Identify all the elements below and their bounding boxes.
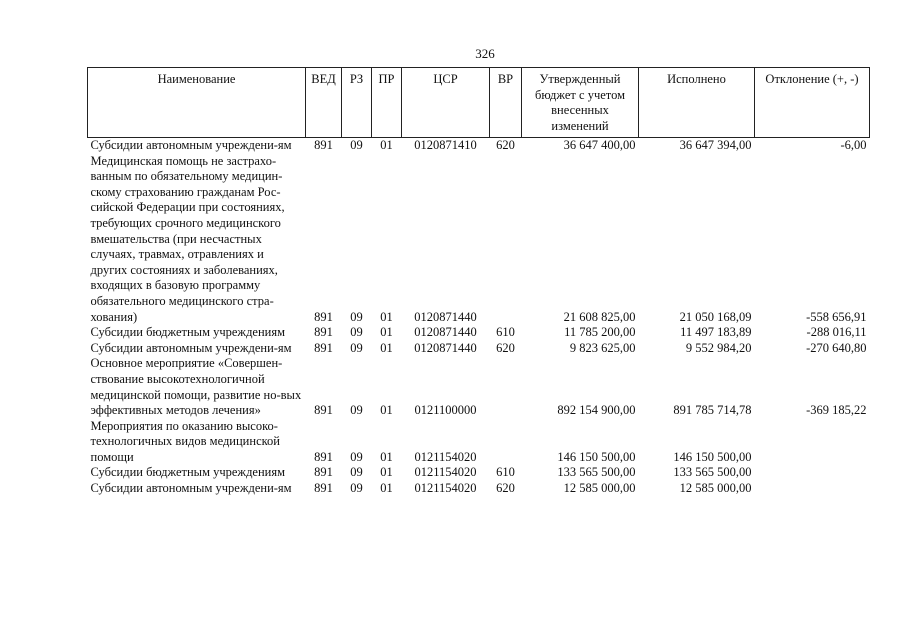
row-vr: 620 [496, 138, 515, 152]
row-vr: 620 [496, 340, 515, 355]
table-header-row [88, 68, 870, 138]
row-vr [490, 356, 522, 418]
row-vr: 620 [496, 481, 515, 496]
row-deviation: -369 185,22 [806, 403, 867, 418]
row-deviation: -6,00 [840, 138, 867, 152]
row-ved: 891 [314, 465, 333, 480]
row-pr: 01 [380, 465, 393, 480]
row-ved: 891 [314, 309, 333, 324]
row-approved: 9 823 625,00 [569, 340, 636, 355]
row-vr [490, 154, 522, 326]
page-number: 326 [475, 46, 495, 61]
table-row [88, 419, 870, 466]
row-csr: 0121154020 [414, 449, 477, 464]
row-executed: 146 150 500,00 [673, 449, 752, 464]
row-pr: 01 [380, 138, 393, 152]
row-vr: 610 [496, 325, 515, 340]
row-name: Субсидии бюджетным учреждениям [90, 465, 286, 480]
row-pr: 01 [380, 325, 393, 340]
row-pr: 01 [380, 403, 393, 418]
row-pr: 01 [380, 340, 393, 355]
row-rz: 09 [350, 340, 363, 355]
header-approved: Утвержденный бюджет с учетом внесенных изменений [522, 68, 639, 138]
row-csr: 0121100000 [414, 403, 477, 418]
row-executed: 133 565 500,00 [673, 465, 752, 480]
row-ved: 891 [314, 449, 333, 464]
table-row [88, 341, 870, 357]
row-deviation: -558 656,91 [806, 309, 867, 324]
table-row [88, 325, 870, 341]
row-deviation [755, 465, 870, 481]
row-name: Мероприятия по оказанию высоко-технологичных видов медицинской помощи [90, 418, 280, 464]
row-name: Основное мероприятие «Совершен-ствование высокотехнологичной медицинской помощи, развитие но-вых эффективных методов лечения» [90, 356, 302, 418]
row-rz: 09 [350, 449, 363, 464]
row-vr: 610 [496, 465, 515, 480]
row-name: Медицинская помощь не застрахо-ванным по обязательному медицин-скому страхованию гражданам Рос-сийской Федерации при состояниях, требующих срочного медицинского вмешательства (при несчастных случаях, травмах, отравлениях и других состояниях и заболеваниях, входящих в базовую программу обязательного медицинского стра-хования) [90, 153, 285, 324]
row-executed: 11 497 183,89 [680, 325, 752, 340]
header-name: Наименование [88, 68, 306, 138]
row-ved: 891 [314, 403, 333, 418]
row-executed: 891 785 714,78 [673, 403, 752, 418]
row-rz: 09 [350, 325, 363, 340]
row-csr: 0120871440 [414, 309, 477, 324]
row-deviation: -288 016,11 [806, 325, 867, 340]
row-approved: 892 154 900,00 [557, 403, 636, 418]
row-approved: 11 785 200,00 [564, 325, 636, 340]
row-pr: 01 [380, 481, 393, 496]
row-vr [490, 419, 522, 466]
row-csr: 0121154020 [414, 481, 477, 496]
row-rz: 09 [350, 465, 363, 480]
table-row [88, 481, 870, 497]
row-csr: 0121154020 [414, 465, 477, 480]
row-ved: 891 [314, 481, 333, 496]
header-executed: Исполнено [639, 68, 755, 138]
header-deviation: Отклонение (+, -) [755, 68, 870, 138]
header-ved: ВЕД [306, 68, 342, 138]
row-approved: 133 565 500,00 [557, 465, 636, 480]
row-approved: 21 608 825,00 [563, 309, 636, 324]
table-row [88, 138, 870, 154]
row-rz: 09 [350, 403, 363, 418]
row-csr: 0120871410 [414, 138, 477, 152]
row-csr: 0120871440 [414, 340, 477, 355]
table-row [88, 154, 870, 326]
row-rz: 09 [350, 138, 363, 152]
row-executed: 9 552 984,20 [685, 340, 752, 355]
row-deviation: -270 640,80 [806, 340, 867, 355]
row-approved: 146 150 500,00 [557, 449, 636, 464]
row-deviation [755, 419, 870, 466]
header-vr: ВР [490, 68, 522, 138]
table-row [88, 356, 870, 418]
header-csr: ЦСР [402, 68, 490, 138]
header-pr: ПР [372, 68, 402, 138]
header-rz: РЗ [342, 68, 372, 138]
row-approved: 36 647 400,00 [563, 138, 636, 152]
row-csr: 0120871440 [414, 325, 477, 340]
table-row [88, 465, 870, 481]
row-executed: 12 585 000,00 [679, 481, 752, 496]
row-name: Субсидии бюджетным учреждениям [90, 325, 286, 340]
row-ved: 891 [314, 138, 333, 152]
budget-table [87, 67, 870, 497]
row-rz: 09 [350, 481, 363, 496]
row-executed: 36 647 394,00 [679, 138, 752, 152]
row-pr: 01 [380, 309, 393, 324]
row-approved: 12 585 000,00 [563, 481, 636, 496]
row-name: Субсидии автономным учреждени-ям [90, 138, 292, 152]
row-rz: 09 [350, 309, 363, 324]
row-executed: 21 050 168,09 [679, 309, 752, 324]
row-deviation [755, 481, 870, 497]
row-ved: 891 [314, 340, 333, 355]
row-name: Субсидии автономным учреждени-ям [90, 481, 292, 496]
row-name: Субсидии автономным учреждени-ям [90, 340, 292, 355]
row-pr: 01 [380, 449, 393, 464]
row-ved: 891 [314, 325, 333, 340]
